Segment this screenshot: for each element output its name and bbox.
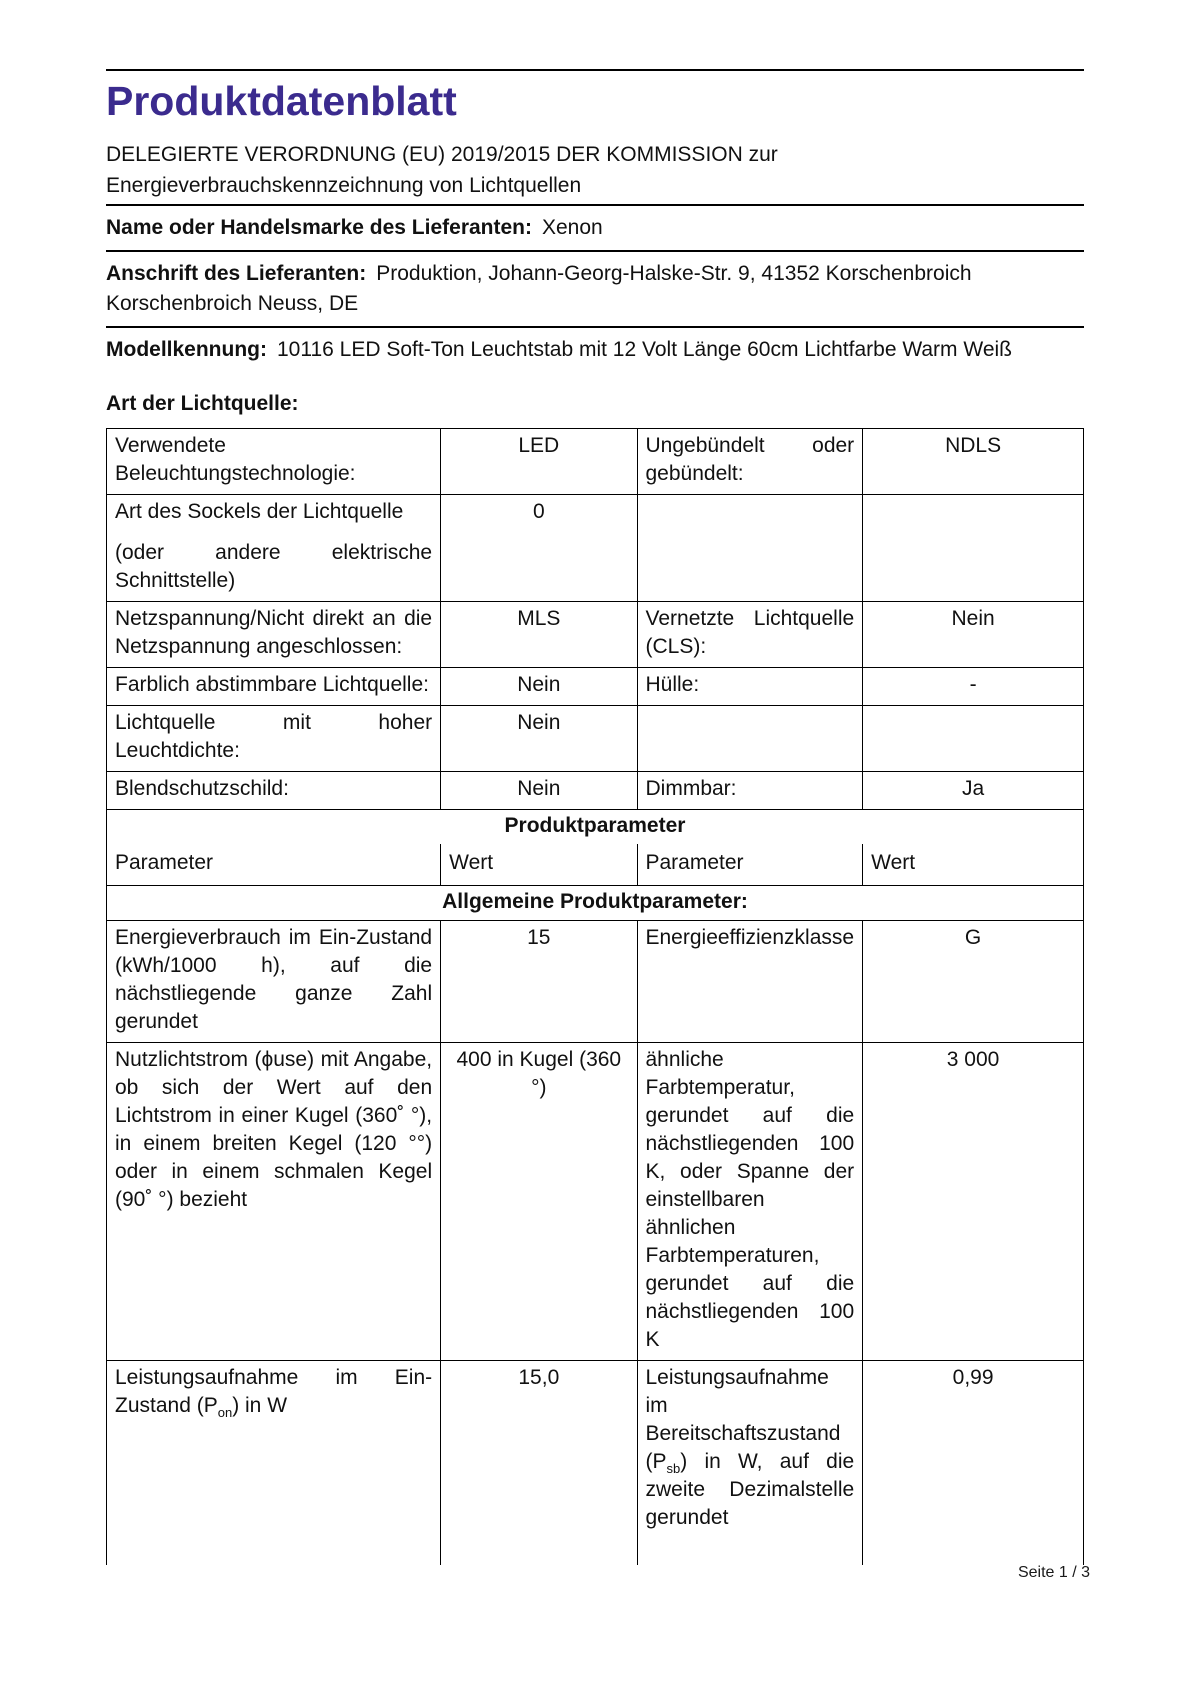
supplier-name-line [106,206,1084,250]
param-cell: Netzspannung/Nicht direkt an die Netzspannung angeschlossen: [107,602,441,668]
param-cell [637,706,863,772]
param-cell: Nutzlichtstrom (ϕuse) mit Angabe, ob sich der Wert auf den Lichtstrom in einer Kugel (360˚ °), in einem breiten Kegel (120 °°) oder in einem schmalen Kegel (90˚ °) bezieht [107,1043,441,1361]
value-cell: MLS [441,602,637,668]
param-paragraph: (oder andere elektrische Schnittstelle) [115,541,433,592]
value-cell: 15 [441,921,637,1043]
param-cell: Leistungsaufnahme im Ein-Zustand $(P_{on})$ in W [107,1361,441,1566]
table-row [107,1043,1084,1361]
page-number: Seite 1 / 3 [1017,1564,1090,1581]
value-cell: G [863,921,1084,1043]
value-cell: 0 [441,495,637,602]
param-cell: Verwendete Beleuchtungstechnologie: [107,429,441,495]
value-cell: Nein [863,602,1084,668]
table-row [107,668,1084,706]
param-cell: Hülle: [637,668,863,706]
value-cell: NDLS [863,429,1084,495]
column-header: Wert [863,844,1084,886]
table-section-row [107,810,1084,845]
column-header: Parameter [637,844,863,886]
value-cell: LED [441,429,637,495]
column-header: Parameter [107,844,441,886]
table-row [107,772,1084,810]
product-parameters-heading: Produktparameter [107,810,1084,845]
table-row [107,602,1084,668]
model-id-label: Modellkennung: [106,338,267,361]
value-cell: - [863,668,1084,706]
param-cell: ähnliche Farbtemperatur, gerundet auf die nächstliegenden 100 K, oder Spanne der einstellbaren ähnlichen Farbtemperaturen, gerundet auf die nächstliegenden 100 K [637,1043,863,1361]
param-cell: Lichtquelle mit hoher Leuchtdichte: [107,706,441,772]
page-title: Produktdatenblatt [106,78,457,124]
regulation-subtitle [106,139,1084,201]
param-cell: Ungebündelt oder gebündelt: [637,429,863,495]
value-cell: 3 000 [863,1043,1084,1361]
param-cell: Dimmbar: [637,772,863,810]
param-cell [637,495,863,602]
general-parameters-heading: Allgemeine Produktparameter: [107,886,1084,921]
model-id-line [106,328,1084,372]
param-cell: Blendschutzschild: [107,772,441,810]
datasheet-table-region [106,428,1084,1565]
value-cell: Ja [863,772,1084,810]
light-source-type-heading: Art der Lichtquelle: [106,392,299,415]
value-cell: Nein [441,772,637,810]
table-row [107,921,1084,1043]
supplier-name-value: Xenon [542,216,603,239]
value-cell [863,495,1084,602]
product-datasheet-table [106,428,1084,1565]
value-cell [863,706,1084,772]
subtitle-line-1: DELEGIERTE VERORDNUNG (EU) 2019/2015 DER KOMMISSION zur [106,143,778,166]
table-row [107,429,1084,495]
supplier-address-line [106,252,1084,326]
param-paragraph: Art des Sockels der Lichtquelle [115,500,404,523]
param-cell: Energieeffizienzklasse [637,921,863,1043]
top-divider [106,69,1084,71]
param-cell [107,495,441,602]
value-cell: 15,0 [441,1361,637,1566]
supplier-address-value: Produktion, Johann-Georg-Halske-Str. 9, 41352 Korschenbroich Korschenbroich Neuss, DE [106,262,972,315]
param-cell: Energieverbrauch im Ein-Zustand (kWh/1000 h), auf die nächstliegende ganze Zahl gerundet [107,921,441,1043]
table-section-row [107,886,1084,921]
table-header-row [107,844,1084,886]
table-row [107,706,1084,772]
table-row [107,1361,1084,1566]
value-cell: Nein [441,668,637,706]
model-id-value: 10116 LED Soft-Ton Leuchtstab mit 12 Volt Länge 60cm Lichtfarbe Warm Weiß [277,338,1012,361]
param-cell: Leistungsaufnahme im Bereitschaftszustand $(P_{sb})$ in W, auf die zweite Dezimalstelle gerundet [637,1361,863,1566]
value-cell: 400 in Kugel (360 °) [441,1043,637,1361]
value-cell: Nein [441,706,637,772]
value-cell: 0,99 [863,1361,1084,1566]
param-cell: Farblich abstimmbare Lichtquelle: [107,668,441,706]
table-row [107,495,1084,602]
supplier-address-label: Anschrift des Lieferanten: [106,262,367,285]
param-cell: Vernetzte Lichtquelle (CLS): [637,602,863,668]
subtitle-line-2: Energieverbrauchskennzeichnung von Lichtquellen [106,174,582,197]
column-header: Wert [441,844,637,886]
supplier-name-label: Name oder Handelsmarke des Lieferanten: [106,216,532,239]
